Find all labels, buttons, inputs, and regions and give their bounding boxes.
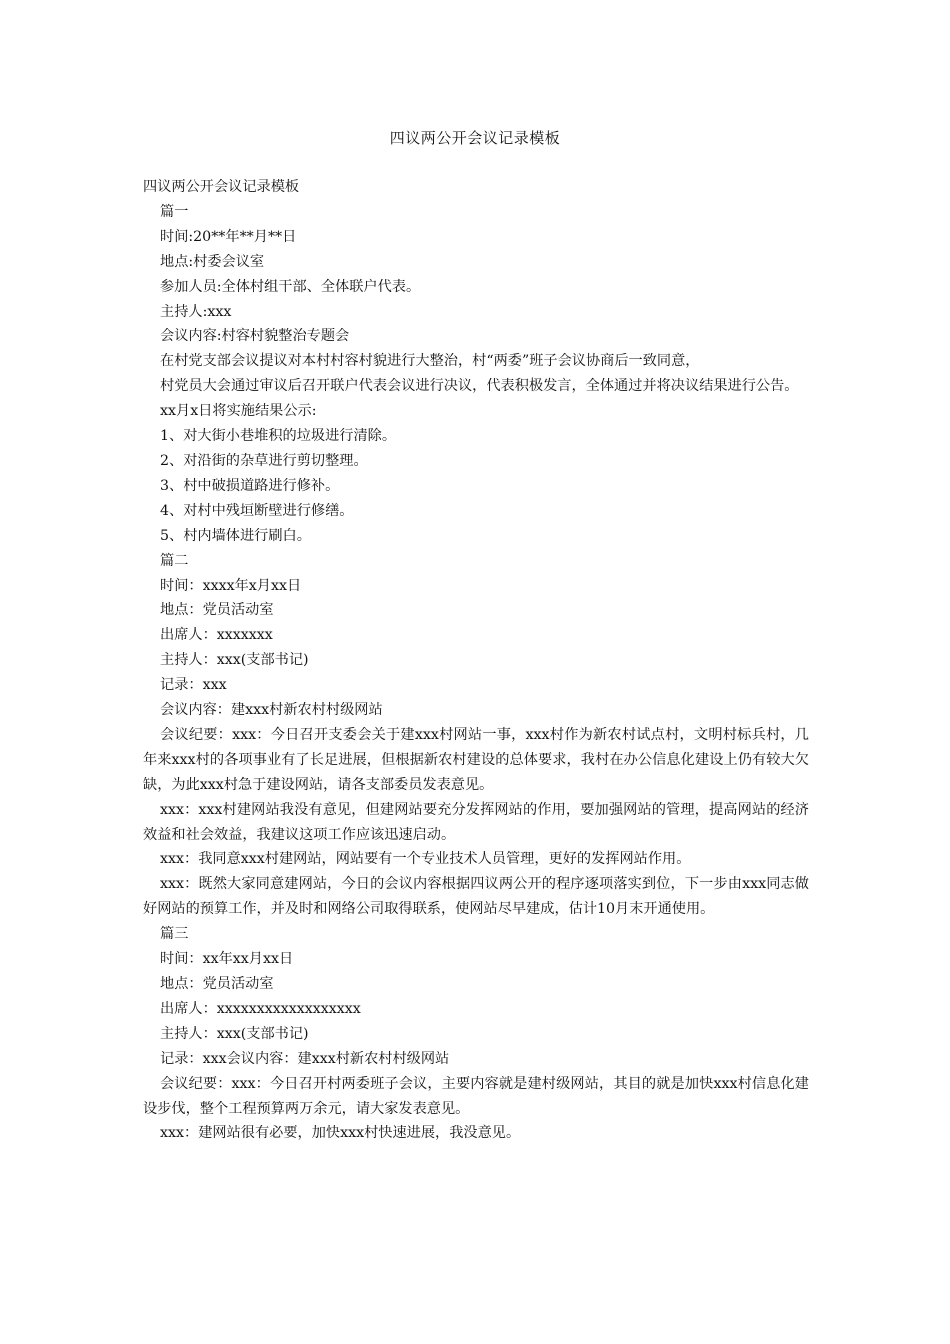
paragraph: 地点：党员活动室 [160, 602, 274, 619]
paragraph: 出席人：xxxxxxx [160, 627, 273, 644]
paragraph: 在村党支部会议提议对本村村容村貌进行大整治，村“两委”班子会议协商后一致同意， [160, 353, 700, 370]
section-heading-2: 篇二 [160, 552, 189, 569]
document-body [143, 175, 809, 1146]
list-item: 4、对村中残垣断壁进行修缮。 [160, 502, 354, 519]
paragraph: 会议内容：建xxx村新农村村级网站 [160, 702, 383, 719]
list-item: 2、对沿街的杂草进行剪切整理。 [160, 452, 368, 469]
paragraph: 时间:20**年**月**日 [160, 228, 297, 245]
paragraph: 地点：党员活动室 [160, 976, 274, 992]
list-item: 3、村中破损道路进行修补。 [160, 477, 340, 494]
paragraph: 时间：xx年xx月xx日 [160, 951, 294, 968]
paragraph: 参加人员:全体村组干部、全体联户代表。 [160, 278, 421, 295]
paragraph: 会议纪要：xxx：今日召开支委会关于建xxx村网站一事，xxx村作为新农村试点村，文明村标兵村，几年来xxx村的各项事业有了长足进展，但根据新农村建设的总体要求，我村在办公信息化建设上仍有较大欠缺，为此xxx村急于建设网站，请各支部委员发表意见。 [143, 726, 809, 793]
paragraph: 主持人：xxx(支部书记) [160, 652, 309, 669]
paragraph: 地点:村委会议室 [160, 253, 265, 270]
paragraph: 出席人：xxxxxxxxxxxxxxxxxx [160, 1000, 361, 1017]
paragraph: xxx：xxx村建网站我没有意见，但建网站要充分发挥网站的作用，要加强网站的管理，提高网站的经济效益和社会效益，我建议这项工作应该迅速启动。 [143, 801, 809, 843]
section-heading-3: 篇三 [160, 926, 189, 943]
paragraph: 时间：xxxx年x月xx日 [160, 577, 302, 594]
paragraph: 记录：xxx会议内容：建xxx村新农村村级网站 [160, 1050, 450, 1067]
paragraph: 主持人:xxx [160, 303, 232, 320]
paragraph: xxx：既然大家同意建网站，今日的会议内容根据四议两公开的程序逐项落实到位，下一步由xxx同志做好网站的预算工作，并及时和网络公司取得联系，使网站尽早建成，估计10月末开通使用。 [143, 876, 809, 918]
document-title: 四议两公开会议记录模板 [389, 129, 561, 147]
paragraph: 记录：xxx [160, 677, 227, 694]
paragraph: 村党员大会通过审议后召开联户代表会议进行决议，代表积极发言，全体通过并将决议结果进行公告。 [160, 378, 799, 395]
list-item: 5、村内墙体进行刷白。 [160, 527, 311, 544]
paragraph: xxx：我同意xxx村建网站，网站要有一个专业技术人员管理，更好的发挥网站作用。 [160, 851, 691, 868]
paragraph: 主持人：xxx(支部书记) [160, 1025, 309, 1042]
paragraph: 会议纪要：xxx：今日召开村两委班子会议，主要内容就是建村级网站，其目的就是加快xxx村信息化建设步伐，整个工程预算两万余元，请大家发表意见。 [143, 1075, 809, 1117]
list-item: 1、对大街小巷堆积的垃圾进行清除。 [160, 428, 397, 445]
body-heading: 四议两公开会议记录模板 [143, 179, 300, 195]
paragraph: 会议内容:村容村貌整治专题会 [160, 328, 350, 345]
paragraph: xx月x日将实施结果公示: [160, 403, 317, 420]
section-heading-1: 篇一 [160, 203, 189, 220]
paragraph: xxx：建网站很有必要，加快xxx村快速进展，我没意见。 [160, 1125, 521, 1142]
